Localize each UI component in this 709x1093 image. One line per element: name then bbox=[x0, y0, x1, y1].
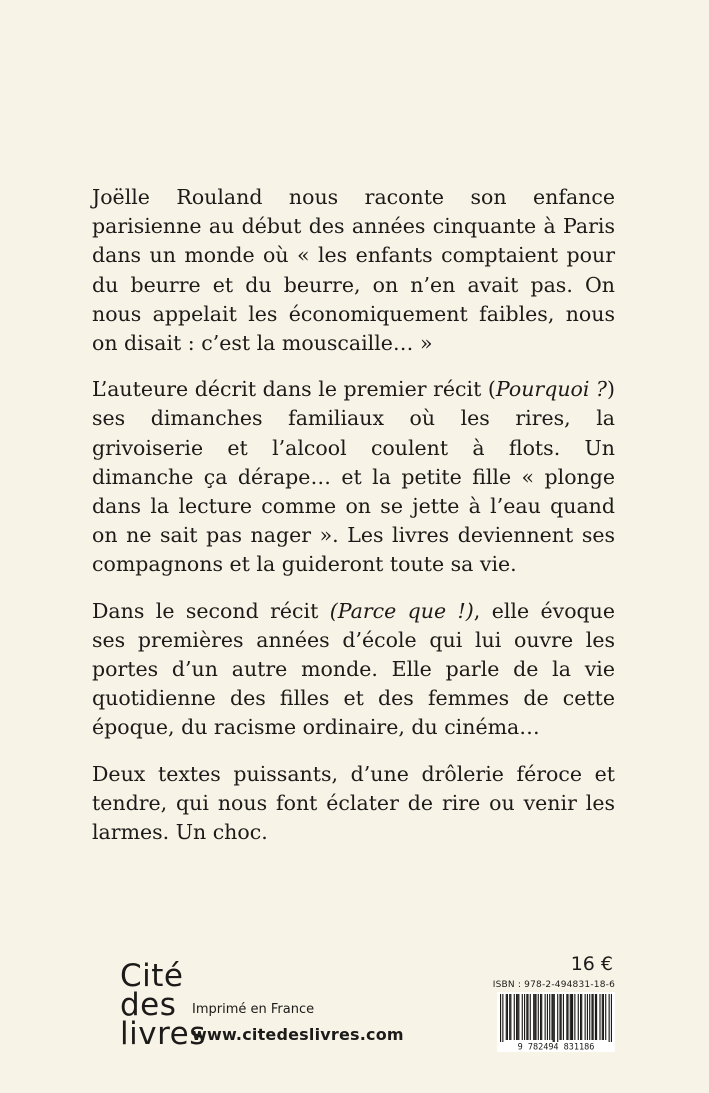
blurb-paragraph-3 bbox=[92, 597, 615, 743]
barcode-bar bbox=[596, 994, 597, 1040]
barcode-bar bbox=[602, 994, 603, 1040]
barcode bbox=[497, 992, 615, 1052]
blurb-paragraph-2 bbox=[92, 375, 615, 579]
blurb-p3-title: (Parce que !) bbox=[329, 598, 474, 623]
barcode-bar bbox=[518, 994, 519, 1040]
barcode-bar bbox=[553, 994, 554, 1042]
barcode-bar bbox=[514, 994, 515, 1040]
barcode-bar bbox=[535, 994, 536, 1040]
barcode-bar bbox=[599, 994, 600, 1040]
barcode-bar bbox=[507, 994, 508, 1040]
barcode-bar bbox=[587, 994, 588, 1040]
barcode-bar bbox=[572, 994, 573, 1040]
blurb-p2-after: ) ses dimanches familiaux où les rires, la grivoiserie et l’alcool coulent à flots. Un dimanche ça dérape… et la petite fille « plonge dans la lecture comme on se jette à l’eau quand on ne sait pas nager ». Les livres deviennent ses compagnons et la guideront toute sa vie. bbox=[92, 377, 615, 577]
barcode-bar bbox=[540, 994, 541, 1040]
barcode-bar bbox=[589, 994, 590, 1040]
barcode-bar bbox=[545, 994, 546, 1040]
barcode-bar bbox=[538, 994, 539, 1040]
barcode-bar bbox=[566, 994, 567, 1040]
barcode-bar bbox=[563, 994, 564, 1040]
barcode-bar bbox=[595, 994, 596, 1040]
barcode-bar bbox=[603, 994, 604, 1040]
barcode-bar bbox=[557, 994, 558, 1042]
barcode-bar bbox=[611, 994, 612, 1042]
blurb-p2-title: Pourquoi ? bbox=[495, 377, 607, 402]
barcode-bar bbox=[578, 994, 579, 1040]
barcode-bar bbox=[502, 994, 503, 1042]
blurb-p3-before: Dans le second récit bbox=[92, 598, 330, 623]
barcode-bar bbox=[574, 994, 575, 1040]
printed-in-france: Imprimé en France bbox=[192, 1002, 315, 1017]
blurb-paragraph-4: Deux textes puissants, d’une drôlerie féroce et tendre, qui nous font éclater de rire ou venir les larmes. Un choc. bbox=[92, 761, 615, 845]
barcode-bar bbox=[559, 994, 560, 1040]
blurb-p2-before: L’auteure décrit dans le premier récit ( bbox=[92, 377, 496, 402]
barcode-bar bbox=[527, 994, 528, 1040]
barcode-bar bbox=[551, 994, 552, 1040]
back-cover-blurb bbox=[92, 183, 615, 864]
barcode-bar bbox=[561, 994, 562, 1040]
barcode-bar bbox=[500, 994, 501, 1042]
blurb-paragraph-1: Joëlle Rouland nous raconte son enfance parisienne au début des années cinquante à Paris dans un monde où « les enfants comptaient pour du beurre et du beurre, on n’en avait pas. On nous appelait les économiquement faibles, nous on disait : c’est la mouscaille… » bbox=[92, 185, 615, 356]
barcode-bar bbox=[541, 994, 542, 1040]
barcode-bar bbox=[571, 994, 572, 1040]
barcode-bar bbox=[522, 994, 523, 1040]
logo-line-2: des bbox=[120, 987, 177, 1023]
barcode-bar bbox=[591, 994, 592, 1040]
logo-line-1: Cité bbox=[120, 958, 184, 994]
barcode-bar bbox=[585, 994, 586, 1040]
barcode-bar bbox=[506, 994, 507, 1040]
logo-line-3: livres bbox=[120, 1016, 206, 1052]
barcode-bar bbox=[516, 994, 517, 1040]
barcode-bar bbox=[549, 994, 550, 1040]
barcode-digits: 9 782494 831186 bbox=[517, 1042, 595, 1052]
barcode-bar bbox=[517, 994, 518, 1040]
barcode-bar bbox=[510, 994, 511, 1040]
barcode-bar bbox=[581, 994, 582, 1040]
barcode-bar bbox=[509, 994, 510, 1040]
isbn-label: ISBN : 978-2-494831-18-6 bbox=[492, 980, 615, 990]
barcode-bar bbox=[567, 994, 568, 1040]
barcode-bar bbox=[593, 994, 594, 1040]
barcode-bar bbox=[530, 994, 531, 1040]
barcode-bar bbox=[609, 994, 610, 1042]
barcode-bar bbox=[554, 994, 555, 1042]
barcode-bar bbox=[524, 994, 525, 1040]
publisher-website: www.citedeslivres.com bbox=[192, 1025, 404, 1044]
barcode-bar bbox=[526, 994, 527, 1040]
price-label: 16 € bbox=[570, 953, 613, 975]
barcode-bar bbox=[547, 994, 548, 1040]
barcode-bar bbox=[534, 994, 535, 1040]
blurb-p3-after: , elle évoque ses premières années d’école qui lui ouvre les portes d’un autre monde. Elle parle de la vie quotidienne des filles et des femmes de cette époque, du racisme ordinaire, du cinéma… bbox=[92, 598, 615, 740]
barcode-bar bbox=[605, 994, 606, 1040]
barcode-bar bbox=[580, 994, 581, 1040]
barcode-bar bbox=[570, 994, 571, 1040]
barcode-bar bbox=[533, 994, 534, 1040]
